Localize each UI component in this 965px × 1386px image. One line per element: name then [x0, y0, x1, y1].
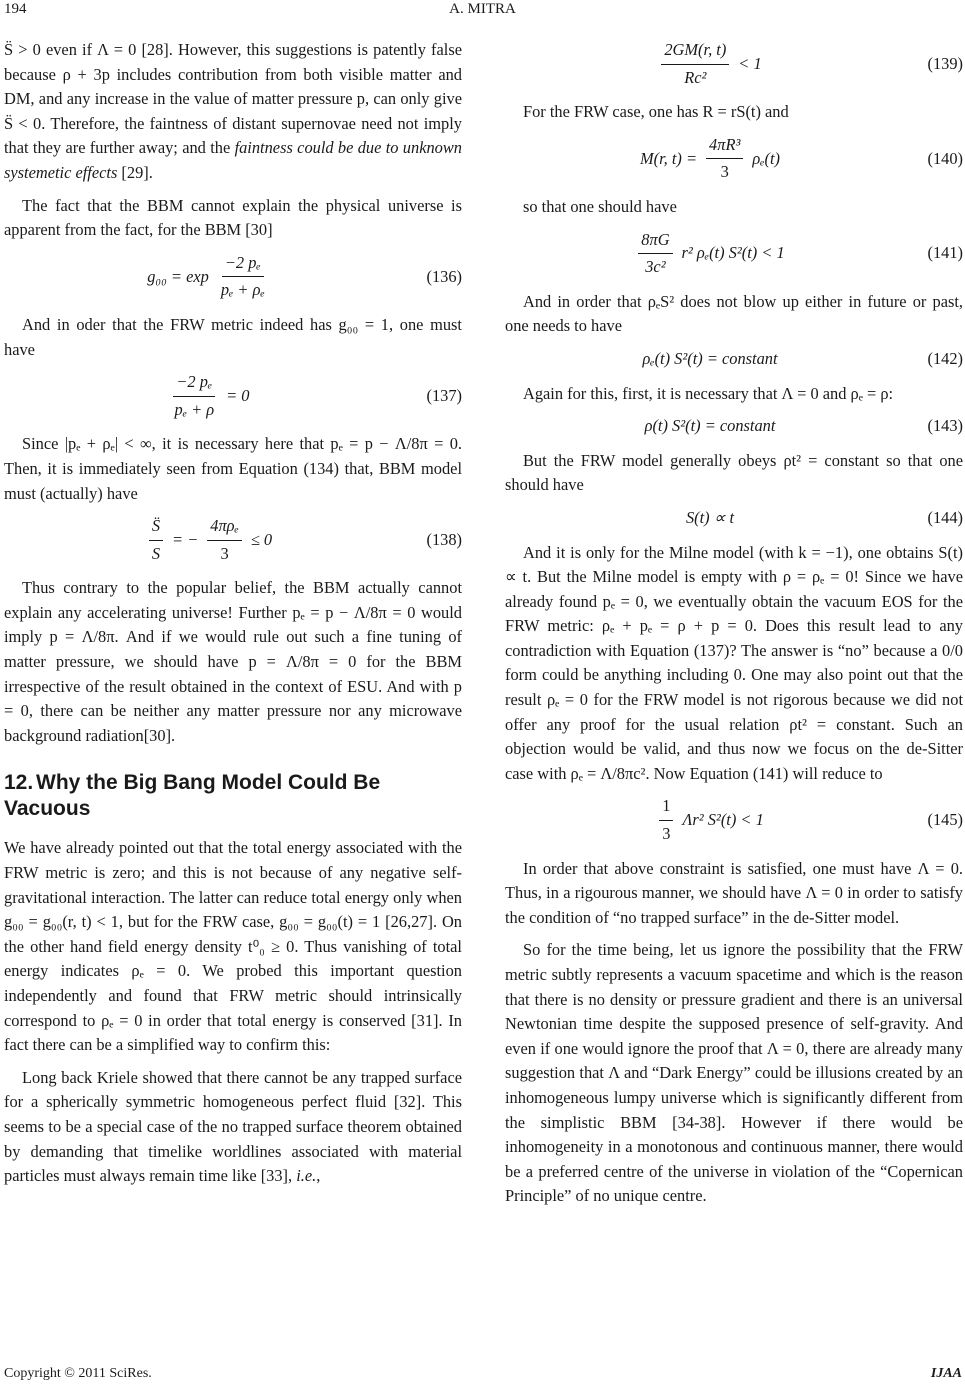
copyright-notice: Copyright © 2011 SciRes. [4, 1366, 152, 1381]
numerator: 8πG [638, 228, 672, 255]
paragraph-text: , [316, 1166, 321, 1186]
denominator: pₑ + ρ [174, 399, 215, 419]
fraction [638, 228, 672, 280]
page-number: 194 [4, 1, 27, 17]
paragraph-text: Long back Kriele showed that there cannot be any trapped surface for a spherically symmetric homogeneous perfect fluid [32]. This seems to be a special case of the no trapped surface theorem obtained by demanding that timelike worldlines associated with material particles must always remain time like [33], [4, 1067, 462, 1186]
equation-number: (145) [927, 810, 963, 830]
equation-rhs: = 0 [226, 385, 250, 405]
equation-number: (141) [927, 243, 963, 263]
numerator: −2 pₑ [173, 370, 215, 397]
left-column [4, 38, 462, 1197]
section-number: 12. [4, 771, 34, 795]
equation-139 [505, 38, 963, 90]
fraction [172, 370, 218, 422]
paragraph-text: S̈ > 0 even if Λ = 0 [28]. However, this suggestions is patently false because ρ + 3p includes contribution from both visible matter and DM, and any increase in the value of matter pressure p, can only give S̈ < 0. Therefore, the faintness of distant supernovae need not imply that they are further away; and the [4, 40, 462, 158]
page-footer [4, 1366, 962, 1382]
numerator: 4πR³ [706, 133, 743, 160]
equation-136 [4, 251, 462, 303]
equation-number: (144) [927, 507, 963, 527]
denominator: 3c² [645, 257, 666, 277]
equation-141 [505, 228, 963, 280]
fraction [207, 514, 242, 566]
paragraph: But the FRW model generally obeys ρt² = constant so that one should have [505, 450, 963, 495]
fraction [661, 38, 729, 90]
equation-number: (142) [927, 348, 963, 368]
paragraph: Since |pₑ + ρₑ| < ∞, it is necessary here that pₑ = p − Λ/8π = 0. Then, it is immediately seen from Equation (134) that, BBM model must (actually) have [4, 434, 462, 503]
equation-operator: = − [172, 529, 199, 549]
equation-rhs: Λr² S²(t) < 1 [682, 810, 764, 830]
section-heading [4, 770, 462, 822]
equation-number: (137) [426, 385, 462, 405]
denominator: pₑ + ρₑ [220, 280, 265, 300]
equation-rhs: ρₑ(t) [752, 148, 781, 168]
paragraph-text: [29]. [117, 162, 153, 182]
fraction [659, 794, 673, 846]
paragraph [4, 38, 462, 186]
equation-138 [4, 514, 462, 566]
equation-lhs: M(r, t) = [639, 148, 698, 168]
paragraph: We have already pointed out that the total energy associated with the FRW metric is zero; and this is not because of any negative self-gravitational interaction. The latter can reduce total energy only when g₀₀ = g₀₀(r, t) < 1, but for the FRW case, g₀₀ = g₀₀(t) = 1 [26,27]. On the other hand field energy density t⁰₀ ≥ 0. Thus vanishing of total energy indicates ρₑ = 0. We probed this important question independently and found that FRW metric should intrinsically correspond to ρₑ = 0 in order that total energy is conserved [31]. In fact there can be a simplified way to confirm this: [4, 838, 462, 1055]
equation-body: S(t) ∝ t [685, 507, 735, 527]
paragraph: In order that above constraint is satisfied, one must have Λ = 0. Thus, in a rigourous manner, we should have Λ = 0 in order to satisfy the condition of “no trapped surface” in the de-Sitter model. [505, 858, 963, 927]
equation-lhs: g₀₀ = exp [147, 266, 209, 286]
equation-number: (138) [426, 529, 462, 549]
equation-142 [505, 347, 963, 372]
paragraph: So for the time being, let us ignore the possibility that the FRW metric subtly represents a vacuum spacetime and which is the reason that there is no density or pressure gradient and there is an universal Newtonian time despite the supposed presence of self-gravity. And even if one would ignore the proof that Λ = 0, there are already many suggestion that Λ and “Dark Energy” could be illusions created by an inhomogeneous lumpy universe which is significantly different from the simplistic BBM [34-38]. However if there would be inhomogeneity in a monotonous and continuous manner, there would be a preferred centre of the universe in violation of the “Copernican Principle” of no unique centre. [505, 940, 963, 1206]
numerator: 2GM(r, t) [661, 38, 729, 65]
equation-137 [4, 370, 462, 422]
right-column [505, 38, 963, 1217]
equation-143 [505, 414, 963, 439]
paragraph: The fact that the BBM cannot explain the physical universe is apparent from the fact, for the BBM [30] [4, 195, 462, 240]
denominator: Rc² [684, 67, 707, 87]
equation-145 [505, 794, 963, 846]
paragraph: And in oder that the FRW metric indeed has g₀₀ = 1, one must have [4, 314, 462, 359]
running-title: A. MITRA [449, 1, 516, 17]
numerator: −2 pₑ [222, 251, 264, 278]
paragraph: so that one should have [523, 196, 677, 216]
emphasized-text: i.e. [296, 1166, 317, 1186]
paragraph: And in order that ρₑS² does not blow up either in future or past, one needs to have [505, 291, 963, 336]
fraction [218, 251, 268, 303]
equation-rhs: ≤ 0 [250, 529, 273, 549]
denominator: 3 [662, 824, 671, 844]
numerator: 1 [659, 794, 673, 821]
numerator: 4πρₑ [207, 514, 242, 541]
equation-number: (139) [927, 53, 963, 73]
equation-144 [505, 506, 963, 531]
denominator: S [151, 543, 161, 563]
paragraph: Thus contrary to the popular belief, the BBM actually cannot explain any accelerating universe! Further pₑ = p − Λ/8π = 0 would imply p = Λ/8π. And if we would rule out such a fine tuning of matter pressure, we should have p = Λ/8π = 0 for the BBM irrespective of the result obtained in the context of ESU. And with p = 0, there can be neither any matter pressure nor any microwave background radiation[30]. [4, 578, 462, 745]
fraction [149, 514, 163, 566]
denominator: 3 [720, 162, 729, 182]
fraction [706, 133, 743, 185]
paragraph [4, 1066, 462, 1189]
paragraph: Again for this, first, it is necessary that Λ = 0 and ρₑ = ρ: [523, 383, 894, 403]
equation-rhs: < 1 [738, 53, 762, 73]
paragraph: And it is only for the Milne model (with k = −1), one obtains S(t) ∝ t. But the Milne model is empty with ρ = ρₑ = 0! Since we have already found pₑ = 0, we eventually obtain the vacuum EOS for the FRW metric: ρₑ + pₑ = ρ + p = 0. Does this result lead to any contradiction with Equation (137)? The answer is “no” because a 0/0 form could be anything including 0. One may also point out that the result ρₑ = 0 for the FRW model is not rigorous because we did not offer any proof for the usual relation ρt² = constant. Such an objection would be valid, and thus now we focus on the de-Sitter case with ρₑ = Λ/8πc². Now Equation (141) will reduce to [505, 542, 963, 783]
equation-body: ρ(t) S²(t) = constant [644, 416, 776, 436]
equation-number: (140) [927, 148, 963, 168]
paragraph: For the FRW case, one has R = rS(t) and [523, 102, 789, 122]
equation-rhs: r² ρₑ(t) S²(t) < 1 [681, 243, 785, 263]
equation-number: (136) [426, 266, 462, 286]
denominator: 3 [220, 543, 229, 563]
page-header [0, 0, 965, 22]
section-title: Why the Big Bang Model Could Be Vacuous [4, 771, 381, 821]
journal-name: IJAA [930, 1366, 962, 1381]
equation-140 [505, 133, 963, 185]
equation-body: ρₑ(t) S²(t) = constant [642, 348, 778, 368]
equation-number: (143) [927, 416, 963, 436]
emphasized-text: faintness could be due to unknown systemetic effects [4, 138, 462, 182]
numerator: S̈ [149, 514, 163, 541]
